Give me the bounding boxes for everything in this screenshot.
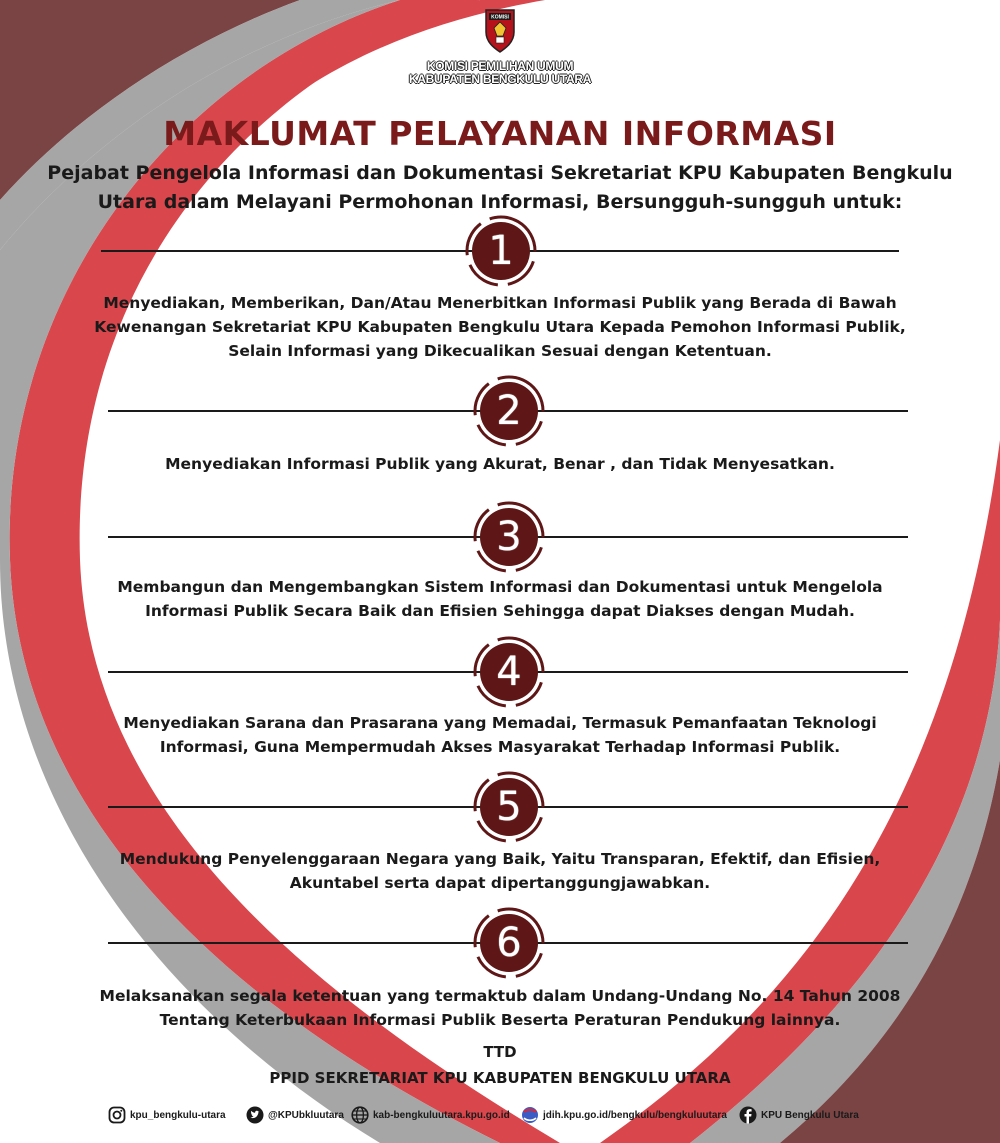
number-badge-2 [472, 374, 546, 448]
badge-number-5: 5 [496, 784, 522, 830]
point-2-line-1: Menyediakan Informasi Publik yang Akurat, Benar , dan Tidak Menyesatkan. [165, 455, 835, 473]
badge-number-6: 6 [496, 920, 522, 966]
org-name-line2: KABUPATEN BENGKULU UTARA [408, 72, 592, 86]
badge-number-1: 1 [488, 228, 514, 274]
page-title: MAKLUMAT PELAYANAN INFORMASI [163, 114, 837, 153]
number-badge-3 [472, 500, 546, 574]
twitter-handle: @KPUbkluutara [268, 1109, 344, 1121]
point-text-1 [60, 291, 940, 363]
signature-ttd: TTD [483, 1043, 517, 1061]
point-6-line-1: Melaksanakan segala ketentuan yang termaktub dalam Undang-Undang No. 14 Tahun 2008 [99, 987, 901, 1005]
subtitle-line2: Utara dalam Melayani Permohonan Informasi, Bersungguh-sungguh untuk: [97, 191, 903, 213]
jdih-url: jdih.kpu.go.id/bengkulu/bengkuluutara [543, 1109, 727, 1121]
point-5-line-2: Akuntabel serta dapat dipertanggungjawabkan. [289, 874, 711, 892]
number-badge-1 [464, 214, 538, 288]
number-badge-6 [472, 906, 546, 980]
point-text-4 [60, 711, 940, 759]
badge-number-3: 3 [496, 514, 522, 560]
footer-instagram[interactable] [108, 1105, 226, 1125]
point-text-6 [60, 984, 940, 1032]
signature-name: PPID SEKRETARIAT KPU KABUPATEN BENGKULU UTARA [269, 1069, 731, 1087]
footer-jdih[interactable] [521, 1105, 727, 1125]
point-3-line-2: Informasi Publik Secara Baik dan Efisien Sehingga dapat Diakses dengan Mudah. [145, 602, 855, 620]
point-text-3 [60, 575, 940, 623]
point-1-line-2: Kewenangan Sekretariat KPU Kabupaten Bengkulu Utara Kepada Pemohon Informasi Publik, [94, 318, 906, 336]
point-4-line-2: Informasi, Guna Mempermudah Akses Masyarakat Terhadap Informasi Publik. [159, 738, 841, 756]
facebook-name: KPU Bengkulu Utara [761, 1109, 859, 1121]
footer-twitter[interactable] [246, 1105, 344, 1125]
footer-facebook[interactable] [739, 1105, 859, 1125]
instagram-handle: kpu_bengkulu-utara [130, 1109, 226, 1121]
point-6-line-2: Tentang Keterbukaan Informasi Publik Beserta Peraturan Pendukung lainnya. [159, 1011, 841, 1029]
website-url: kab-bengkuluutara.kpu.go.id [373, 1109, 510, 1121]
point-1-line-1: Menyediakan, Memberikan, Dan/Atau Menerbitkan Informasi Publik yang Berada di Bawah [103, 294, 897, 312]
point-1-line-3: Selain Informasi yang Dikecualikan Sesuai dengan Ketentuan. [228, 342, 772, 360]
subtitle [40, 159, 960, 217]
footer-website[interactable] [351, 1105, 510, 1125]
point-4-line-1: Menyediakan Sarana dan Prasarana yang Memadai, Termasuk Pemanfaatan Teknologi [123, 714, 877, 732]
org-name-line1: KOMISI PEMILIHAN UMUM [426, 59, 574, 73]
twitter-icon [246, 1106, 264, 1124]
subtitle-line1: Pejabat Pengelola Informasi dan Dokumentasi Sekretariat KPU Kabupaten Bengkulu [47, 162, 953, 184]
point-3-line-1: Membangun dan Mengembangkan Sistem Informasi dan Dokumentasi untuk Mengelola [117, 578, 883, 596]
instagram-icon [108, 1106, 126, 1124]
point-text-5 [60, 847, 940, 895]
jdih-icon [521, 1106, 539, 1124]
point-5-line-1: Mendukung Penyelenggaraan Negara yang Baik, Yaitu Transparan, Efektif, dan Efisien, [119, 850, 881, 868]
number-badge-5 [472, 770, 546, 844]
badge-number-2: 2 [496, 388, 522, 434]
globe-icon [351, 1106, 369, 1124]
svg-text:KOMISI: KOMISI [491, 14, 509, 21]
facebook-icon [739, 1106, 757, 1124]
kpu-logo [480, 6, 520, 54]
point-text-2 [60, 452, 940, 476]
badge-number-4: 4 [496, 649, 522, 695]
number-badge-4 [472, 635, 546, 709]
